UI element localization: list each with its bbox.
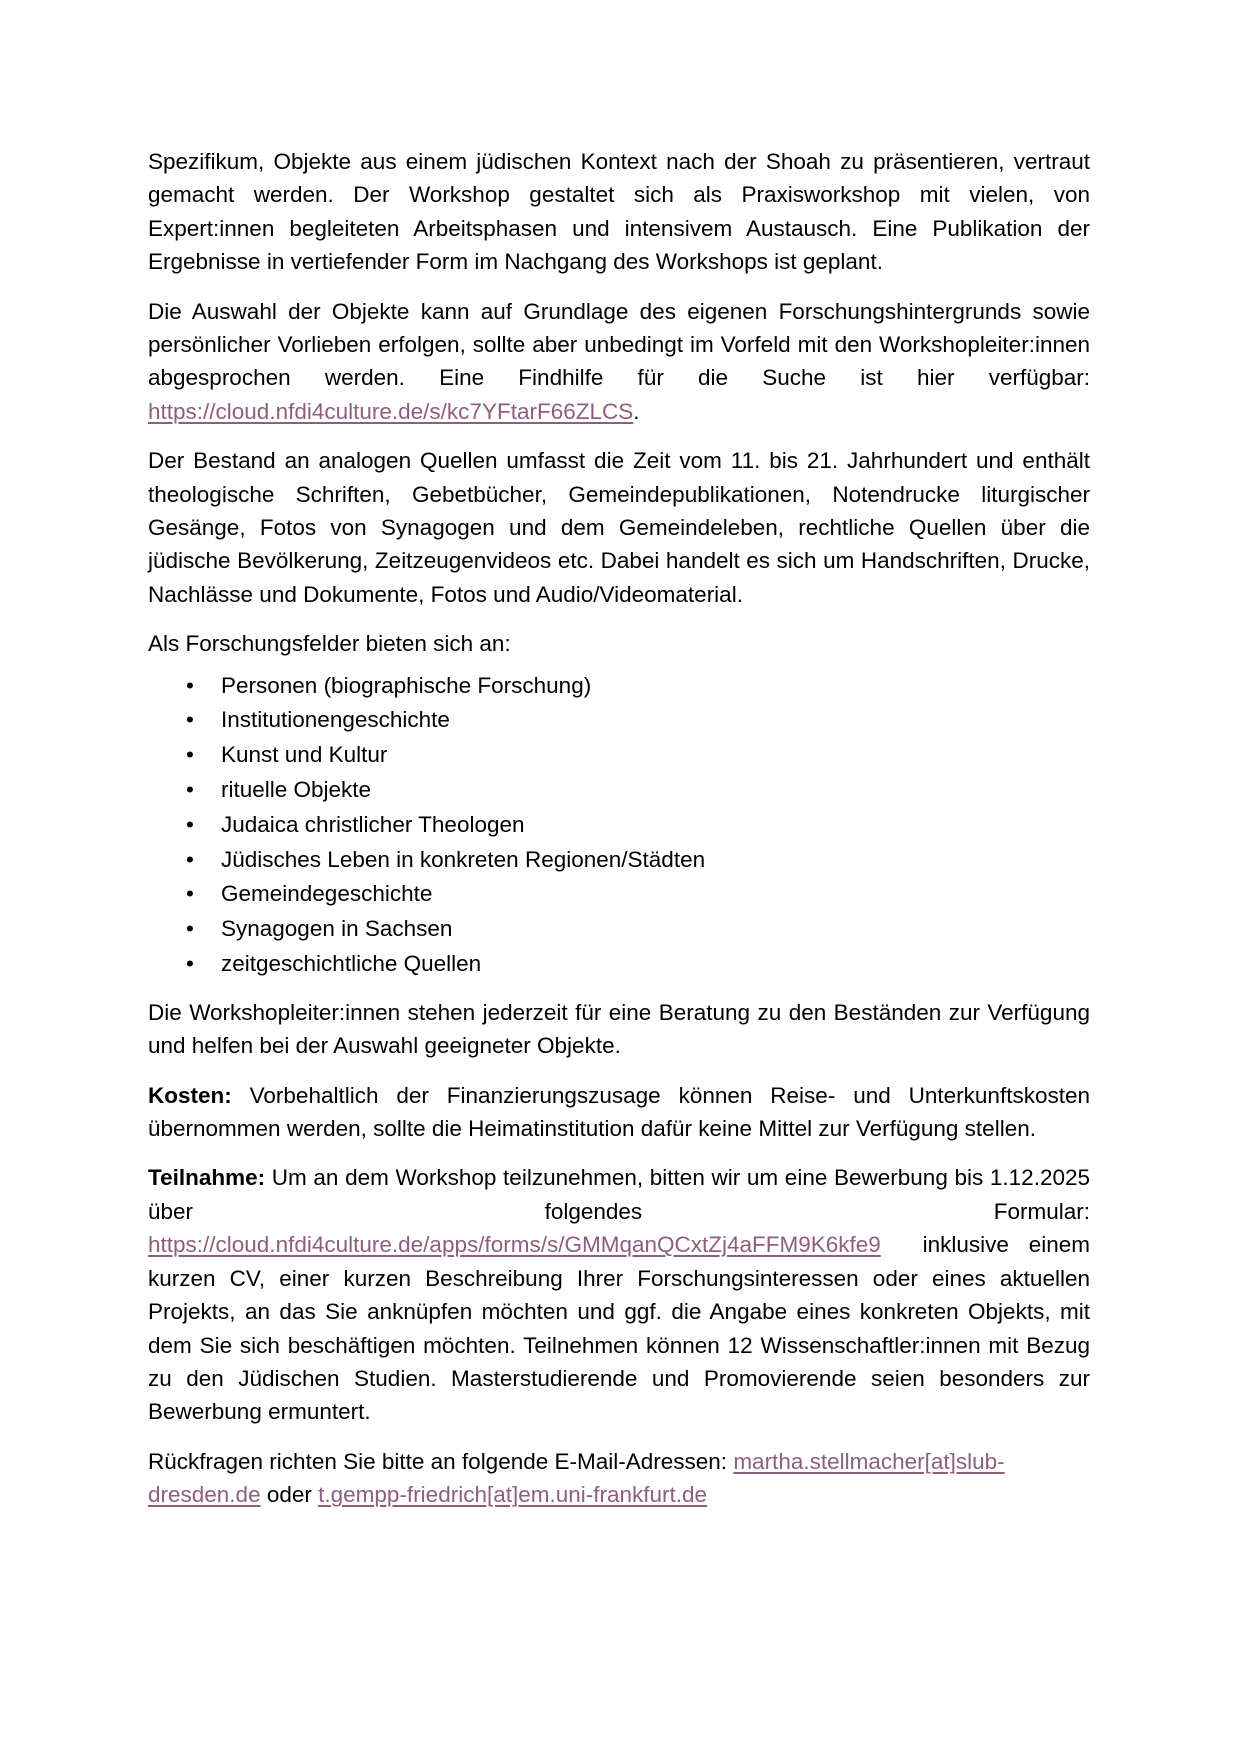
paragraph-object-selection — [148, 295, 1090, 429]
list-item — [148, 738, 1090, 773]
bullet-icon: • — [186, 811, 194, 837]
participation-text: Um an dem Workshop teilzunehmen, bitten wir um eine Bewerbung bis 1.12.2025 über folgendes Formular: — [148, 1165, 1090, 1224]
paragraph-costs — [148, 1079, 1090, 1146]
list-item-text: zeitgeschichtliche Quellen — [221, 951, 482, 977]
bullet-icon: • — [186, 951, 194, 977]
object-selection-text: Die Auswahl der Objekte kann auf Grundlage des eigenen Forschungshintergrunds sowie persönlicher Vorlieben erfolgen, sollte aber unbedingt im Vorfeld mit den Workshopleiter:innen abgesprochen werden. Eine Findhilfe für die Suche ist hier verfügbar: — [148, 298, 1090, 391]
paragraph-participation — [148, 1161, 1090, 1428]
document-page — [148, 145, 1090, 1528]
bullet-icon: • — [186, 881, 194, 907]
contact-or: oder — [260, 1482, 319, 1508]
research-fields-list — [148, 669, 1090, 982]
bullet-icon: • — [186, 707, 194, 733]
paragraph-consultation: Die Workshopleiter:innen stehen jederzeit für eine Beratung zu den Beständen zur Verfügung und helfen bei der Auswahl geeigneter Objekte. — [148, 999, 1090, 1059]
paragraph-contact — [148, 1445, 1090, 1512]
participation-details-text: inklusive einem kurzen CV, einer kurzen Beschreibung Ihrer Forschungsinteressen oder eines aktuellen Projekts, an das Sie anknüpfen möchten und ggf. die Angabe eines konkreten Objekts, mit dem Sie sich beschäftigen möchten. Teilnehmen können 12 Wissenschaftler:innen mit Bezug zu den Jüdischen Studien. Masterstudierende und Promovierende seien besonders zur Bewerbung ermuntert. — [148, 1232, 1090, 1425]
list-item — [148, 669, 1090, 704]
bullet-icon: • — [186, 672, 194, 698]
participation-label: Teilnahme: — [148, 1165, 266, 1191]
paragraph-holdings: Der Bestand an analogen Quellen umfasst die Zeit vom 11. bis 21. Jahrhundert und enthält theologische Schriften, Gebetbücher, Gemeindepublikationen, Notendrucke liturgischer Gesänge, Fotos von Synagogen und dem Gemeindeleben, rechtliche Quellen über die jüdische Bevölkerung, Zeitzeugenvideos etc. Dabei handelt es sich um Handschriften, Drucke, Nachlässe und Dokumente, Fotos und Audio/Videomaterial. — [148, 448, 1090, 607]
list-item-text: Synagogen in Sachsen — [221, 916, 453, 942]
paragraph-workshop-intro: Spezifikum, Objekte aus einem jüdischen Kontext nach der Shoah zu präsentieren, vertraut gemacht werden. Der Workshop gestaltet sich als Praxisworkshop mit vielen, von Expert:innen begleiteten Arbeitsphasen und intensivem Austausch. Eine Publikation der Ergebnisse in vertiefender Form im Nachgang des Workshops ist geplant. — [148, 149, 1090, 275]
list-item — [148, 808, 1090, 843]
costs-label: Kosten: — [148, 1082, 232, 1108]
list-item-text: Jüdisches Leben in konkreten Regionen/Städten — [221, 846, 706, 872]
list-item-text: Kunst und Kultur — [221, 742, 388, 768]
list-item-text: Personen (biographische Forschung) — [221, 672, 592, 698]
bullet-icon: • — [186, 916, 194, 942]
list-item-text: rituelle Objekte — [221, 777, 372, 803]
costs-text: Vorbehaltlich der Finanzierungszusage können Reise- und Unterkunftskosten übernommen werden, sollte die Heimatinstitution dafür keine Mittel zur Verfügung stellen. — [148, 1082, 1090, 1142]
email-link-gempp-friedrich[interactable]: t.gempp-friedrich[at]em.uni-frankfurt.de — [318, 1482, 708, 1508]
research-fields-intro: Als Forschungsfelder bieten sich an: — [148, 631, 511, 657]
email-link-stellmacher[interactable]: martha.stellmacher[at]slub-dresden.de — [148, 1448, 1005, 1508]
list-item-text: Gemeindegeschichte — [221, 881, 433, 907]
list-item — [148, 947, 1090, 982]
object-selection-end: . — [633, 398, 640, 424]
finding-aid-link[interactable]: https://cloud.nfdi4culture.de/s/kc7YFtarF66ZLCS — [148, 398, 634, 424]
bullet-icon: • — [186, 742, 194, 768]
list-item — [148, 843, 1090, 878]
list-item — [148, 912, 1090, 947]
list-item — [148, 703, 1090, 738]
list-item — [148, 877, 1090, 912]
bullet-icon: • — [186, 846, 194, 872]
list-item-text: Judaica christlicher Theologen — [221, 811, 525, 837]
contact-text: Rückfragen richten Sie bitte an folgende E-Mail-Adressen: — [148, 1448, 734, 1474]
application-form-link[interactable]: https://cloud.nfdi4culture.de/apps/forms/s/GMMqanQCxtZj4aFFM9K6kfe9 — [148, 1232, 881, 1258]
list-item-text: Institutionengeschichte — [221, 707, 450, 733]
list-item — [148, 773, 1090, 808]
bullet-icon: • — [186, 777, 194, 803]
